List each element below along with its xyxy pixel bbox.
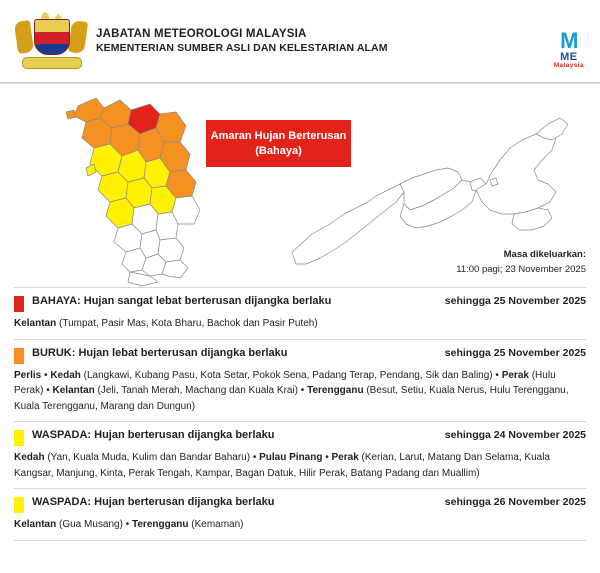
warning-until: sehingga 24 November 2025 [444,429,586,441]
warning-row-waspada-1 [14,422,586,488]
warning-areas: Kelantan (Gua Musang) • Terengganu (Kemaman) [14,519,244,530]
warning-headline: WASPADA: Hujan berterusan dijangka berlaku [32,496,275,508]
warning-areas: Perlis • Kedah (Langkawi, Kubang Pasu, Kota Setar, Pokok Sena, Padang Terap, Pendang, Sik dan Baling) • Perak (Hulu Perak) • Kelantan (Jeli, Tanah Merah, Machang dan Kuala Krai) • Terengganu (Besut, Setiu, Kuala Nerus, Hulu Terengganu, Kuala Terengganu, Marang dan Dungun) [14,369,569,412]
severity-swatch-danger [14,296,24,312]
warning-row-bahaya [14,288,586,339]
warning-banner [206,120,351,167]
warning-areas: Kedah (Yan, Kuala Muda, Kulim dan Bandar Baharu) • Pulau Pinang • Perak (Kerian, Larut, Matang Dan Selama, Kuala Kangsar, Manjung, Kinta, Perak Tengah, Kampar, Bagan Datuk, Hilir Perak, Batang Padang dan Muallim) [14,452,550,479]
org-line-2: KEMENTERIAN SUMBER ASLI DAN KELESTARIAN ALAM [96,41,388,54]
list-divider [14,540,586,541]
warning-row-waspada-2 [14,489,586,540]
issued-value: 11:00 pagi; 23 November 2025 [456,263,586,275]
met-malaysia-logo [554,30,584,70]
warning-until: sehingga 25 November 2025 [444,346,586,359]
warning-headline: WASPADA: Hujan berterusan dijangka berlaku [32,429,275,441]
org-line-1: JABATAN METEOROLOGI MALAYSIA [96,28,307,41]
severity-swatch-bad [14,348,24,364]
warning-areas: Kelantan (Tumpat, Pasir Mas, Kota Bharu, Bachok dan Pasir Puteh) [14,318,318,329]
warning-until: sehingga 26 November 2025 [444,496,586,508]
warning-list [0,287,600,547]
met-logo-mark: M [560,28,578,53]
malaysia-coat-of-arms-icon [14,11,88,71]
warning-headline: BURUK: Hujan lebat berterusan dijangka berlaku [32,346,288,359]
warning-banner-subtitle: (Bahaya) [255,144,302,157]
warning-banner-title: Amaran Hujan Berterusan [210,129,347,142]
warning-row-buruk [14,340,586,422]
severity-swatch-caution [14,497,24,513]
met-logo-subtitle: Malaysia [553,62,584,69]
severity-swatch-caution [14,430,24,446]
warning-headline: BAHAYA: Hujan sangat lebat berterusan dijangka berlaku [32,295,332,307]
met-logo-name: ME [560,51,578,63]
map-area [0,84,600,287]
header [0,0,600,82]
issued-label: Masa dikeluarkan: [503,248,586,260]
warning-until: sehingga 25 November 2025 [444,295,586,307]
organisation-titles [96,27,388,55]
issued-time-block [456,247,586,277]
